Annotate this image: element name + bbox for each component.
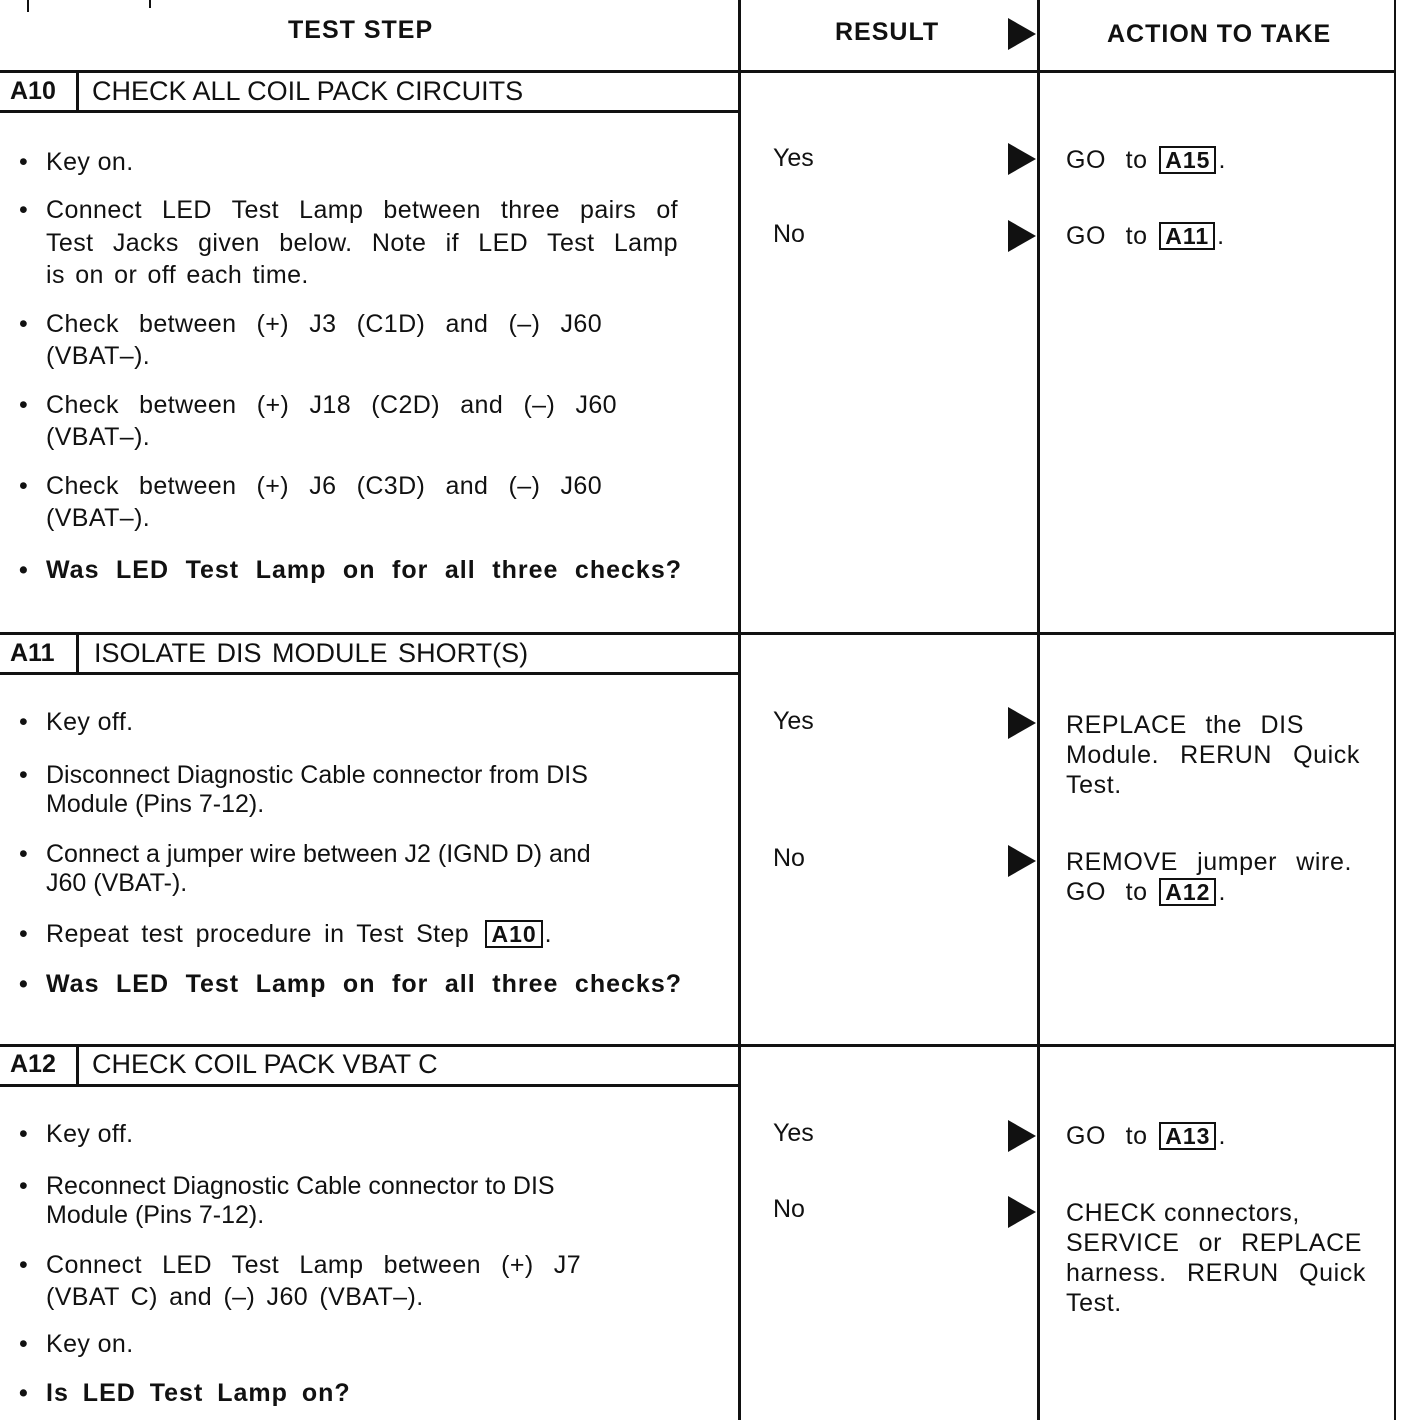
result-yes: Yes — [773, 144, 814, 172]
action-goto: GO to A15 . — [1066, 146, 1226, 174]
step-id: A12 — [10, 1050, 56, 1078]
step-title: CHECK COIL PACK VBAT C — [92, 1049, 438, 1079]
a10-id-divider — [76, 70, 79, 112]
a11-title-bottom-line — [0, 672, 740, 675]
divider-result-column — [738, 0, 741, 1420]
result-arrow-icon — [1008, 1120, 1036, 1152]
step-ref-box[interactable]: A10 — [485, 920, 542, 948]
table-left-tick — [27, 0, 29, 12]
action-text: CHECK connectors, SERVICE or REPLACE harness. RERUN Quick Test. — [1066, 1199, 1366, 1317]
header-bottom-line — [0, 70, 1396, 73]
step-ref-box[interactable]: A12 — [1159, 878, 1216, 906]
a11-top-line — [0, 632, 1396, 635]
step-title: ISOLATE DIS MODULE SHORT(S) — [94, 638, 529, 668]
result-arrow-icon — [1008, 220, 1036, 252]
header-test-step: TEST STEP — [288, 16, 434, 44]
result-arrow-icon — [1008, 143, 1036, 175]
action-text: REMOVE jumper wire. GO to A12 . — [1066, 848, 1352, 906]
result-arrow-icon — [1008, 1196, 1036, 1228]
a12-id-divider — [76, 1044, 79, 1086]
header-result: RESULT — [835, 18, 940, 46]
step-id: A11 — [10, 639, 55, 667]
step-ref-box[interactable]: A13 — [1159, 1122, 1216, 1150]
result-arrow-icon — [1008, 845, 1036, 877]
header-arrow-icon — [1008, 18, 1036, 50]
a11-id-divider — [76, 632, 79, 674]
step-ref-box[interactable]: A11 — [1159, 222, 1215, 250]
action-goto: GO to A11 . — [1066, 222, 1225, 250]
a12-top-line — [0, 1044, 1396, 1047]
step-id: A10 — [10, 77, 56, 105]
action-text: REPLACE the DIS Module. RERUN Quick Test. — [1066, 711, 1360, 799]
table-left-tick-2 — [149, 0, 151, 8]
divider-right-edge — [1394, 0, 1396, 1420]
a12-title-bottom-line — [0, 1084, 740, 1087]
result-yes: Yes — [773, 707, 814, 735]
result-no: No — [773, 844, 805, 872]
result-arrow-icon — [1008, 707, 1036, 739]
a10-title-bottom-line — [0, 110, 740, 113]
result-no: No — [773, 1195, 805, 1223]
step-title: CHECK ALL COIL PACK CIRCUITS — [92, 76, 524, 106]
result-no: No — [773, 220, 805, 248]
action-goto: GO to A13 . — [1066, 1122, 1226, 1150]
header-action: ACTION TO TAKE — [1107, 20, 1332, 48]
divider-action-column — [1037, 0, 1040, 1420]
result-yes: Yes — [773, 1119, 814, 1147]
step-ref-box[interactable]: A15 — [1159, 146, 1216, 174]
